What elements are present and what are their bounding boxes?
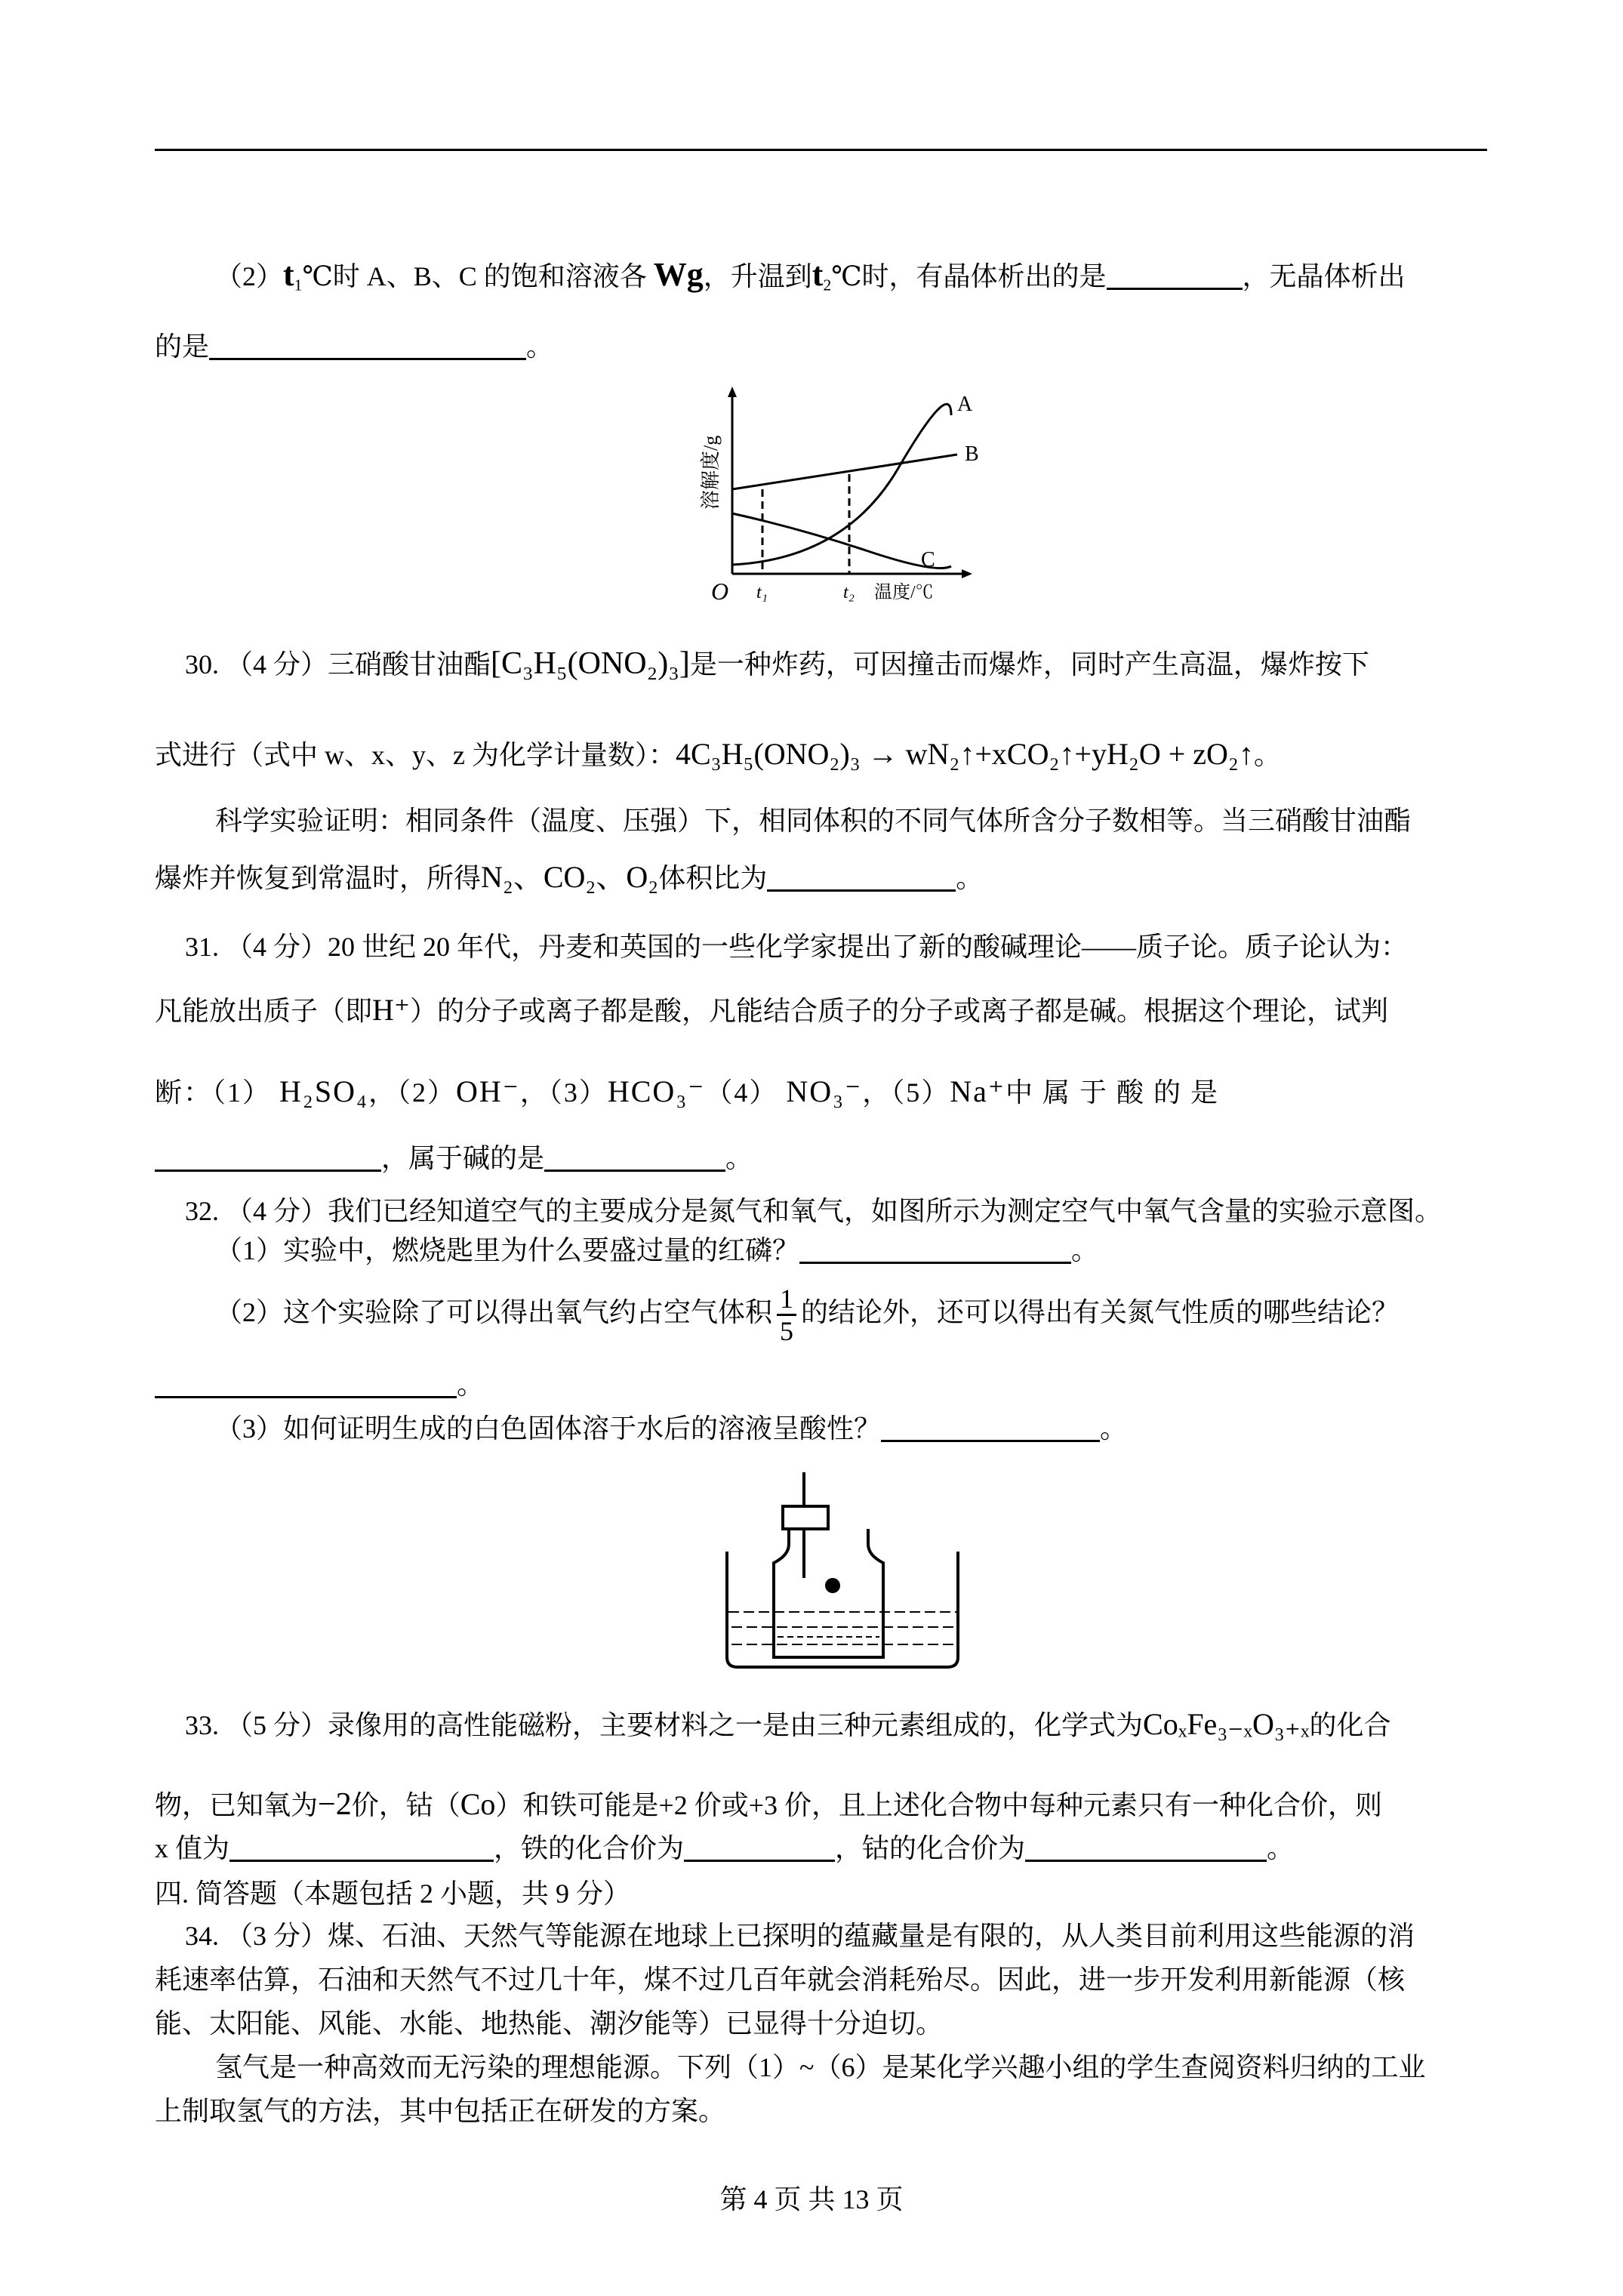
answer-blank[interactable] — [1025, 1832, 1267, 1862]
q31-line2: 凡能放出质子（即H⁺）的分子或离子都是酸，凡能结合质子的分子或离子都是碱。根据这个理论，试判 — [155, 993, 1389, 1027]
label-b: B — [965, 442, 979, 466]
answer-blank[interactable] — [767, 862, 956, 892]
curve-b — [732, 455, 957, 489]
origin-label: O — [711, 578, 729, 605]
q33-line2: 物，已知氧为−2价，钴（Co）和铁可能是+2 价或+3 价，且上述化合物中每种元素只有一种化合价，则 — [155, 1787, 1383, 1822]
q32-sub3: （3）如何证明生成的白色固体溶于水后的溶液呈酸性？ 。 — [215, 1413, 1128, 1444]
q30-line3: 科学实验证明：相同条件（温度、压强）下，相同体积的不同气体所含分子数相等。当三硝酸甘油酯 — [215, 806, 1412, 836]
q31-line4: ，属于碱的是 。 — [155, 1140, 1487, 1176]
q34-line3: 能、太阳能、风能、水能、地热能、潮汐能等）已显得十分迫切。 — [155, 2008, 944, 2039]
oxygen-experiment-apparatus — [721, 1465, 970, 1676]
t1-label: t₁ — [756, 583, 768, 603]
t2-label: t₂ — [843, 583, 855, 603]
answer-blank[interactable] — [155, 1142, 381, 1172]
answer-blank[interactable] — [544, 1142, 725, 1172]
q30-line2: 式进行（式中 w、x、y、z 为化学计量数）：4C₃H₅(ONO₂)₃ → wN₂↑+xCO₂↑+yH₂O + zO₂↑。 — [155, 737, 1281, 771]
answer-blank[interactable] — [1107, 260, 1243, 290]
header-rule — [155, 149, 1487, 151]
q34-line5: 上制取氢气的方法，其中包括正在研发的方案。 — [155, 2096, 726, 2126]
red-phosphorus — [825, 1578, 840, 1593]
answer-blank[interactable] — [209, 331, 526, 360]
fraction-one-fifth: $\frac{1}{5}$ — [777, 1284, 796, 1346]
answer-blank[interactable] — [684, 1832, 835, 1862]
q31-line3: 断：（1） H₂SO₄，（2）OH⁻，（3）HCO₃⁻（4） NO₃⁻，（5）Na⁺中 属 于 酸 的 是 — [155, 1074, 1220, 1108]
answer-blank[interactable] — [155, 1369, 457, 1398]
trough — [727, 1552, 958, 1667]
y-axis-arrow — [728, 387, 737, 397]
answer-blank[interactable] — [229, 1832, 494, 1862]
q33-line3: x 值为 ，铁的化合价为 ，钴的化合价为 。 — [155, 1833, 1295, 1863]
section-heading: 四. 简答题（本题包括 2 小题，共 9 分） — [155, 1878, 631, 1909]
solubility-chart — [664, 385, 981, 612]
q31-line1: 31. （4 分）20 世纪 20 年代，丹麦和英国的一些化学家提出了新的酸碱理论——质子论。质子论认为： — [185, 932, 1409, 962]
q34-line1: 34. （3 分）煤、石油、天然气等能源在地球上已探明的蕴藏量是有限的，从人类目前利用这些能源的消 — [185, 1921, 1415, 1951]
q32-sub1: （1）实验中，燃烧匙里为什么要盛过量的红磷？ 。 — [215, 1235, 1099, 1265]
label-a: A — [957, 393, 973, 416]
q32-sub2: （2）这个实验除了可以得出氧气约占空气体积 $\frac{1}{5}$ 的结论外，还可以得出有关氮气性质的哪些结论？ — [215, 1284, 1400, 1346]
x-axis-label: 温度/℃ — [874, 583, 934, 603]
answer-blank[interactable] — [881, 1413, 1100, 1442]
page-footer: 第 4 页 共 13 页 — [719, 2184, 904, 2214]
q30-line1: 30. （4 分）三硝酸甘油酯[C₃H₅(ONO₂)₃]是一种炸药，可因撞击而爆炸，同时产生高温，爆炸按下 — [185, 646, 1369, 681]
y-axis-label: 溶解度/g — [700, 435, 722, 510]
q34-line4: 氢气是一种高效而无污染的理想能源。下列（1）~（6）是某化学兴趣小组的学生查阅资料归纳的工业 — [215, 2052, 1426, 2082]
x-axis-arrow — [962, 569, 972, 578]
q34-line2: 耗速率估算，石油和天然气不过几十年，煤不过几百年就会消耗殆尽。因此，进一步开发利用新能源（核 — [155, 1965, 1406, 1995]
q30-line4: 爆炸并恢复到常温时，所得N₂、CO₂、O₂体积比为 。 — [155, 860, 984, 894]
label-c: C — [921, 548, 935, 572]
q32-sub2-answer: 。 — [155, 1367, 1487, 1403]
q33-line1: 33. （5 分）录像用的高性能磁粉，主要材料之一是由三种元素组成的，化学式为CoₓFe₃₋ₓO₃₊ₓ的化合 — [185, 1707, 1391, 1741]
q29-2-line1: $(2)t_1℃$时 A、B、C 的饱和溶液各 Wg，升温到$t_2℃$时，有晶体析出的是 ，无晶体析出 — [215, 256, 1406, 294]
gas-bottle — [774, 1529, 883, 1657]
answer-blank[interactable] — [799, 1234, 1071, 1264]
q32-line1: 32. （4 分）我们已经知道空气的主要成分是氮气和氧气，如图所示为测定空气中氧气含量的实验示意图。 — [185, 1196, 1443, 1226]
bottle-stopper — [783, 1506, 828, 1529]
q29-2-line2: 的是 。 — [155, 331, 554, 362]
